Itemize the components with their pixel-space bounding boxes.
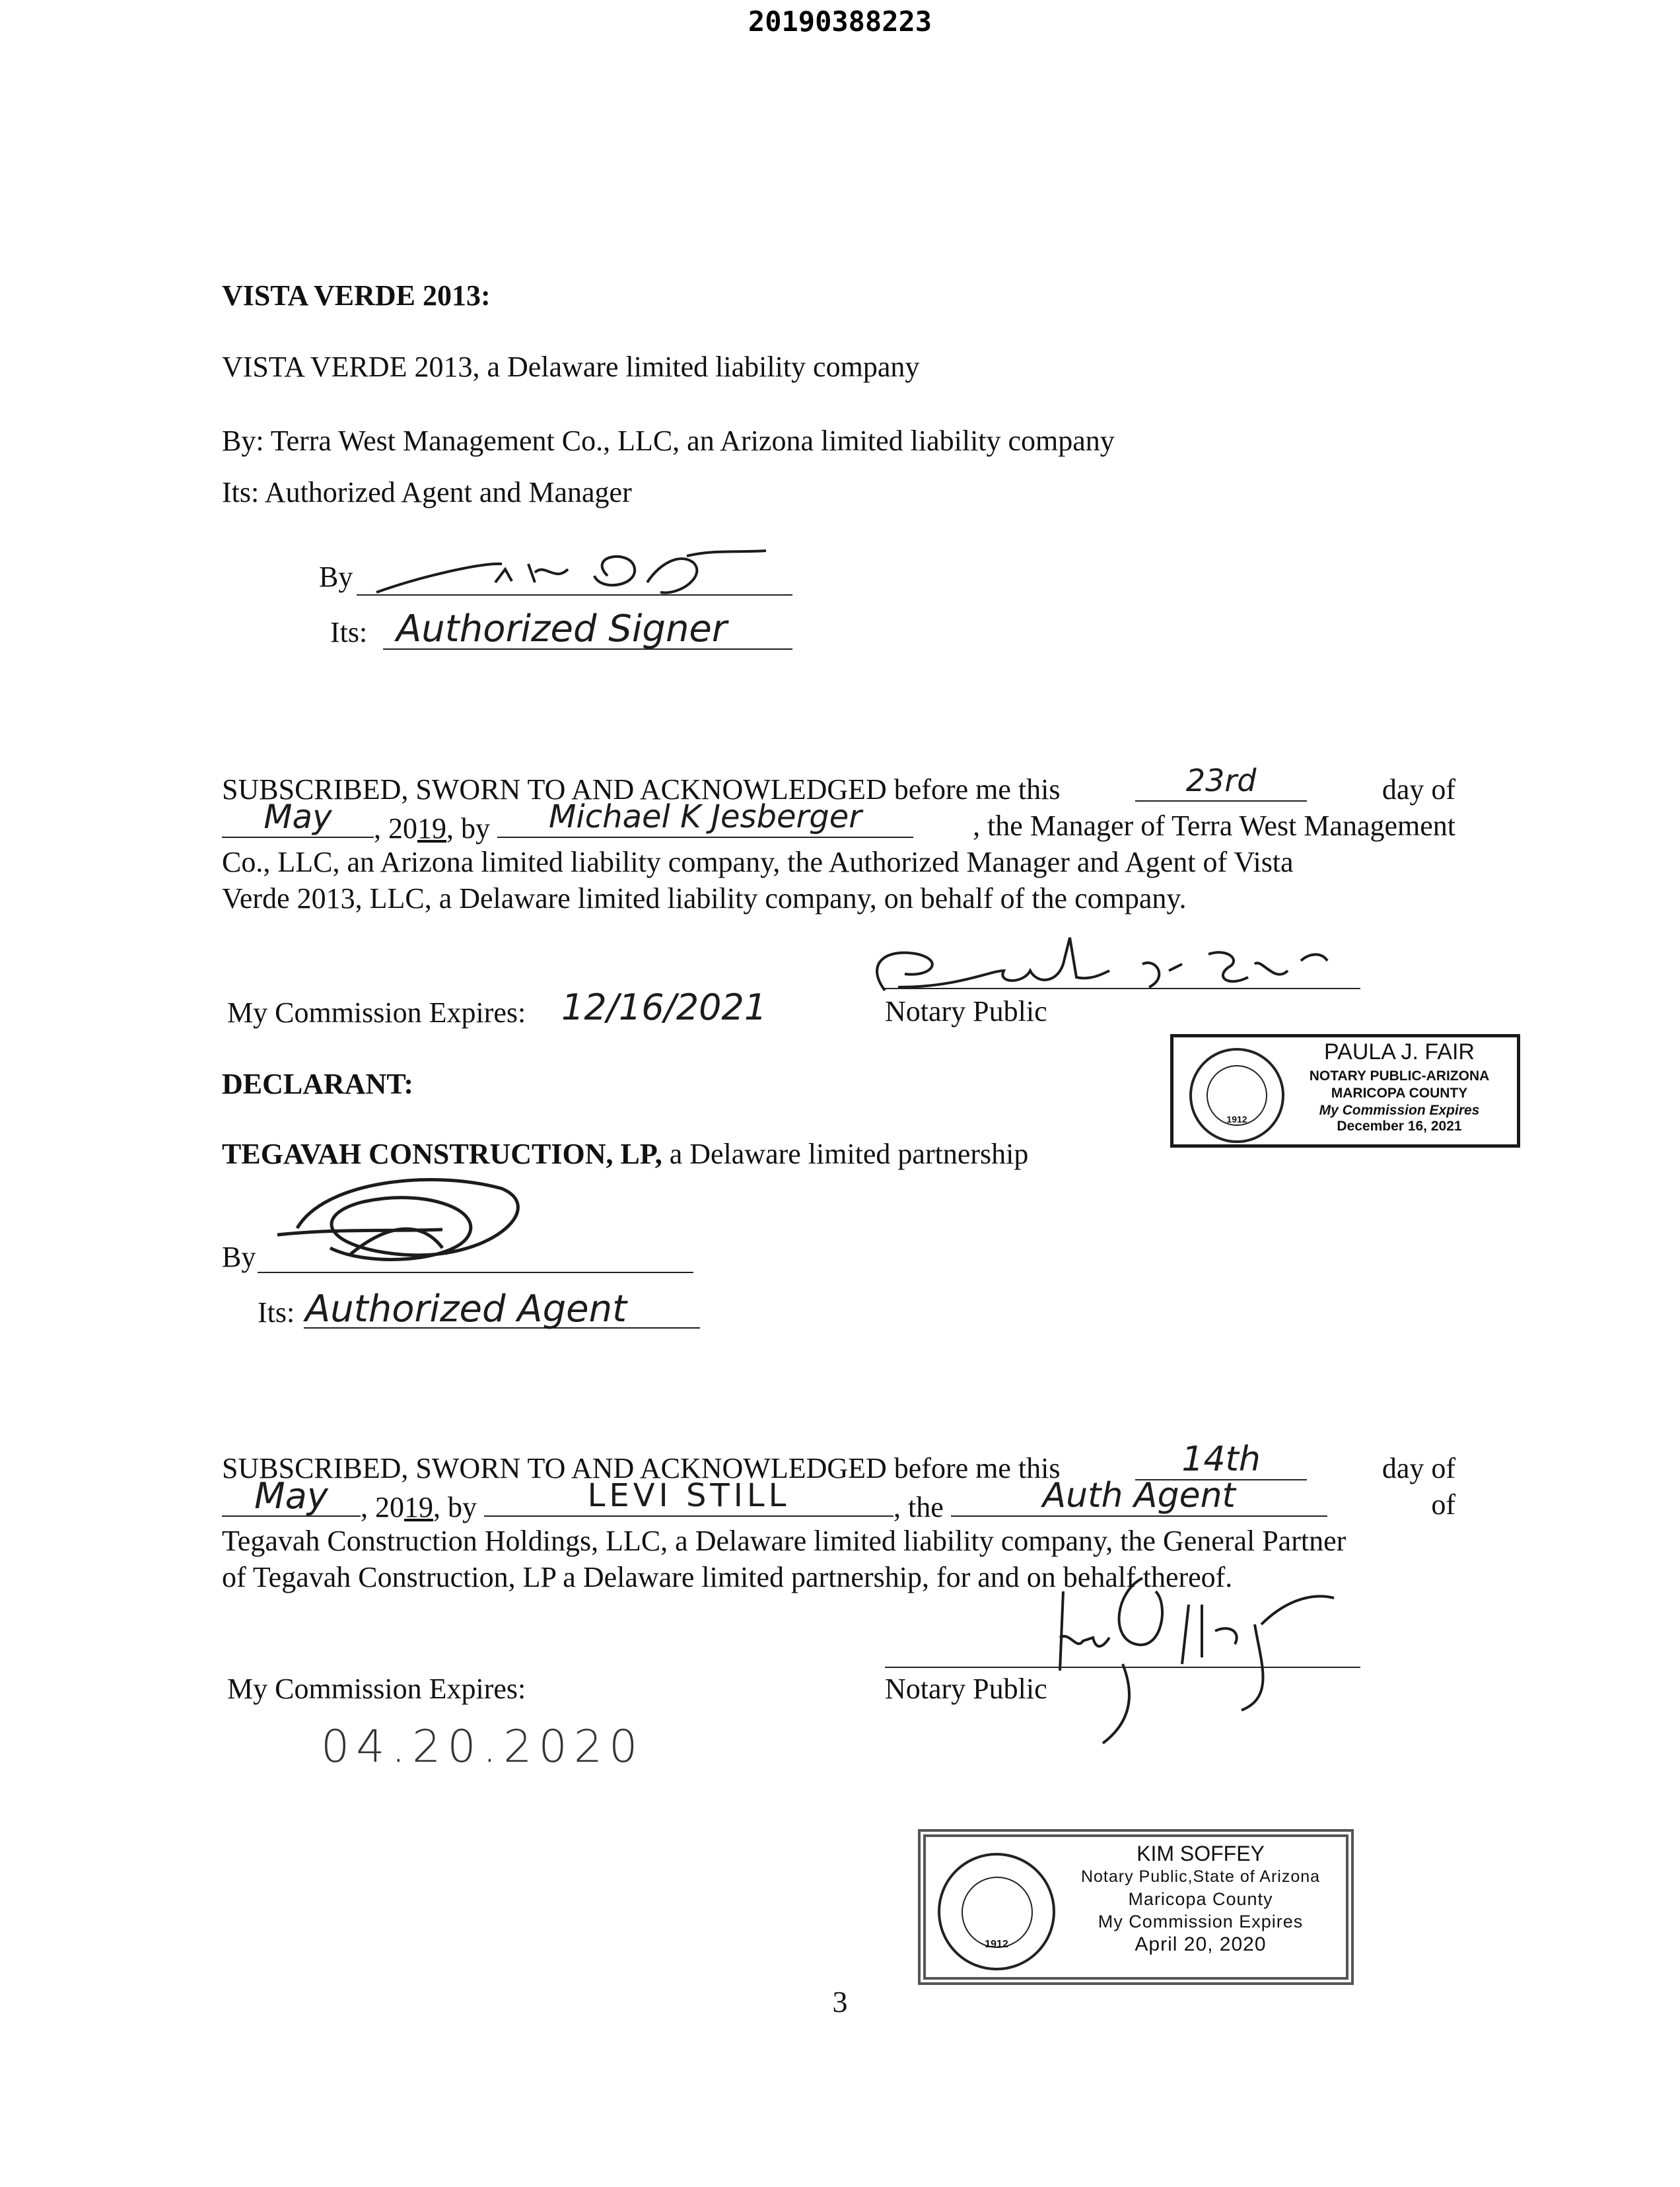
ack1-month: May: [263, 798, 332, 836]
ack1-line2-text: , the Manager of Terra West Management: [973, 810, 1455, 842]
ack2-line4: of Tegavah Construction, LP a Delaware limited partnership, for and on behalf thereof.: [222, 1561, 1233, 1593]
tegavah-company-desc: a Delaware limited partnership: [662, 1138, 1029, 1170]
notary-line-2: [885, 1667, 1360, 1668]
vista-verde-heading: VISTA VERDE 2013:: [222, 279, 491, 312]
ack1-year: 19: [417, 812, 446, 845]
stamp2-line3: Maricopa County: [1128, 1889, 1273, 1909]
vista-verde-company: VISTA VERDE 2013, a Delaware limited liability company: [222, 351, 920, 383]
by-label-1: By: [319, 561, 353, 593]
by-label-2: By: [222, 1241, 256, 1273]
stamp2-line5: April 20, 2020: [1135, 1933, 1267, 1955]
declarant-heading: DECLARANT:: [222, 1068, 414, 1100]
ack2-by: , by: [433, 1491, 477, 1523]
stamp1-name: PAULA J. FAIR: [1323, 1039, 1475, 1064]
page-number: 3: [832, 1985, 848, 2019]
stamp1-line5: December 16, 2021: [1337, 1119, 1462, 1134]
ack1-year-prefix: , 20: [374, 812, 417, 845]
commission-expires-label-1: My Commission Expires:: [227, 996, 526, 1029]
notary-public-label-1: Notary Public: [885, 995, 1047, 1027]
ack2-title: Auth Agent: [1042, 1476, 1236, 1515]
ack2-month: May: [254, 1475, 328, 1517]
stamp2-line2: Notary Public,State of Arizona: [1080, 1867, 1321, 1886]
seal-year-2: 1912: [985, 1939, 1008, 1950]
stamp2-line4: My Commission Expires: [1098, 1912, 1304, 1931]
stamp2-name: KIM SOFFEY: [1137, 1842, 1265, 1865]
state-seal-1-icon: [1189, 1048, 1284, 1143]
ack1-line1-text: SUBSCRIBED, SWORN TO AND ACKNOWLEDGED before me this: [222, 773, 1061, 806]
ack1-day: 23rd: [1185, 763, 1257, 798]
notary-stamp-2: [918, 1829, 1354, 1985]
tegavah-company-name: TEGAVAH CONSTRUCTION, LP,: [222, 1138, 662, 1170]
commission-date-2: 04.20.2020: [321, 1721, 645, 1773]
signature-2-image: [271, 1156, 548, 1288]
ack2-of: of: [1431, 1488, 1455, 1521]
its-handwritten-2: Authorized Agent: [305, 1288, 627, 1331]
ack1-name: Michael K Jesberger: [549, 798, 862, 835]
ack2-line3: Tegavah Construction Holdings, LLC, a Delaware limited liability company, the General Partner: [222, 1525, 1347, 1557]
state-seal-2-icon: [938, 1853, 1055, 1970]
ack1-day-blank: [1135, 763, 1307, 802]
notary-line-1: [885, 988, 1360, 989]
ack2-month-blank: [222, 1475, 361, 1517]
ack2-name-blank: [484, 1477, 893, 1517]
acknowledgment-1: [222, 763, 1455, 917]
ack1-line3: Co., LLC, an Arizona limited liability company, the Authorized Manager and Agent of Vista: [222, 846, 1294, 878]
stamp1-line2: NOTARY PUBLIC-ARIZONA: [1309, 1068, 1490, 1084]
stamp1-line4: My Commission Expires: [1319, 1103, 1480, 1118]
its-label-1: Its:: [330, 616, 368, 648]
its-handwritten-1: Authorized Signer: [396, 608, 727, 650]
stamp1-line3: MARICOPA COUNTY: [1331, 1086, 1468, 1101]
notary-signature-1-image: [858, 924, 1334, 1004]
ack1-day-of: day of: [1382, 773, 1455, 806]
ack2-line1-text: SUBSCRIBED, SWORN TO AND ACKNOWLEDGED before me this: [222, 1452, 1061, 1484]
ack2-year-prefix: , 20: [361, 1491, 404, 1523]
signature-1-image: [370, 536, 792, 602]
terra-west-by-line: By: Terra West Management Co., LLC, an Arizona limited liability company: [222, 425, 1115, 457]
document-number: 20190388223: [748, 5, 932, 38]
its-label-2: Its:: [258, 1296, 295, 1329]
notary-public-label-2: Notary Public: [885, 1673, 1047, 1705]
commission-expires-label-2: My Commission Expires:: [227, 1673, 526, 1705]
notary-signature-2-image: [1004, 1565, 1360, 1750]
ack2-day: 14th: [1181, 1440, 1261, 1479]
terra-west-its-line: Its: Authorized Agent and Manager: [222, 476, 632, 508]
ack2-the: , the: [893, 1491, 944, 1523]
ack1-name-blank: [497, 798, 913, 838]
ack2-year: 19: [404, 1491, 433, 1523]
ack1-month-blank: [222, 798, 374, 838]
ack2-day-of: day of: [1382, 1452, 1455, 1484]
notary-stamp-1: [1170, 1034, 1520, 1148]
ack2-title-blank: [951, 1476, 1327, 1517]
commission-date-1: 12/16/2021: [561, 987, 767, 1028]
ack2-name: LEVI STILL: [587, 1477, 790, 1514]
ack1-line4: Verde 2013, LLC, a Delaware limited liability company, on behalf of the company.: [222, 882, 1187, 915]
ack1-by: , by: [446, 812, 490, 845]
seal-year-1: 1912: [1226, 1114, 1247, 1125]
